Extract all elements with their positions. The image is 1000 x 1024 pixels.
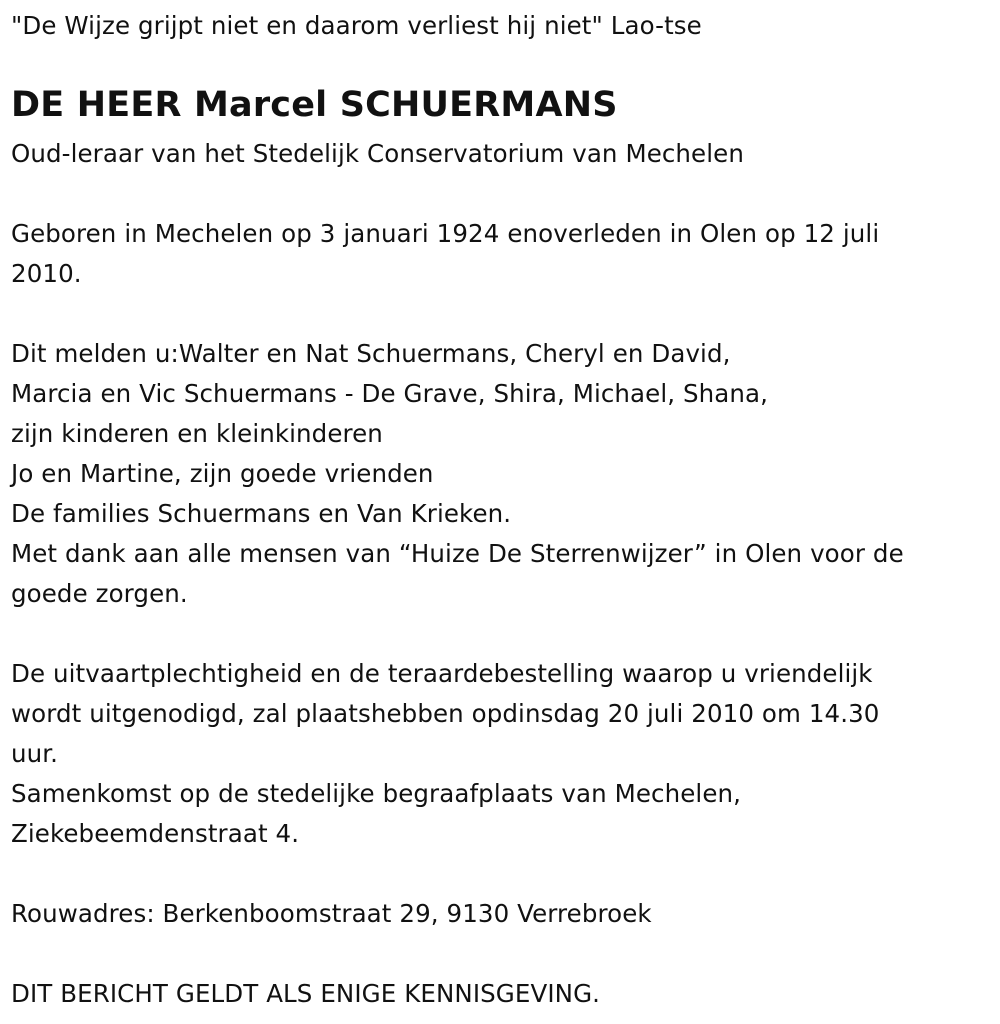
deceased-name: DE HEER Marcel SCHUERMANS	[11, 85, 618, 125]
birth-line: 2010.	[11, 259, 82, 288]
quote: "De Wijze grijpt niet en daarom verliest hij niet" Lao-tse	[11, 11, 702, 40]
family-line: zijn kinderen en kleinkinderen	[11, 419, 383, 448]
mourning-address: Rouwadres: Berkenboomstraat 29, 9130 Verrebroek	[11, 899, 652, 928]
ceremony-line: wordt uitgenodigd, zal plaatshebben opdinsdag 20 juli 2010 om 14.30	[11, 699, 880, 728]
ceremony-line: De uitvaartplechtigheid en de teraardebestelling waarop u vriendelijk	[11, 659, 873, 688]
family-line: Dit melden u:Walter en Nat Schuermans, Cheryl en David,	[11, 339, 731, 368]
notice-statement: DIT BERICHT GELDT ALS ENIGE KENNISGEVING.	[11, 979, 601, 1008]
family-line: goede zorgen.	[11, 579, 188, 608]
ceremony-line: uur.	[11, 739, 59, 768]
ceremony-paragraph	[11, 654, 879, 854]
family-line: Marcia en Vic Schuermans - De Grave, Shira, Michael, Shana,	[11, 379, 769, 408]
subtitle: Oud-leraar van het Stedelijk Conservatorium van Mechelen	[11, 139, 744, 168]
family-line: Met dank aan alle mensen van “Huize De Sterrenwijzer” in Olen voor de	[11, 539, 904, 568]
family-paragraph	[11, 334, 904, 614]
family-line: Jo en Martine, zijn goede vrienden	[11, 459, 434, 488]
family-line: De families Schuermans en Van Krieken.	[11, 499, 512, 528]
ceremony-line: Ziekebeemdenstraat 4.	[11, 819, 300, 848]
birth-paragraph	[11, 214, 879, 294]
ceremony-line: Samenkomst op de stedelijke begraafplaats van Mechelen,	[11, 779, 742, 808]
birth-line: Geboren in Mechelen op 3 januari 1924 enoverleden in Olen op 12 juli	[11, 219, 880, 248]
